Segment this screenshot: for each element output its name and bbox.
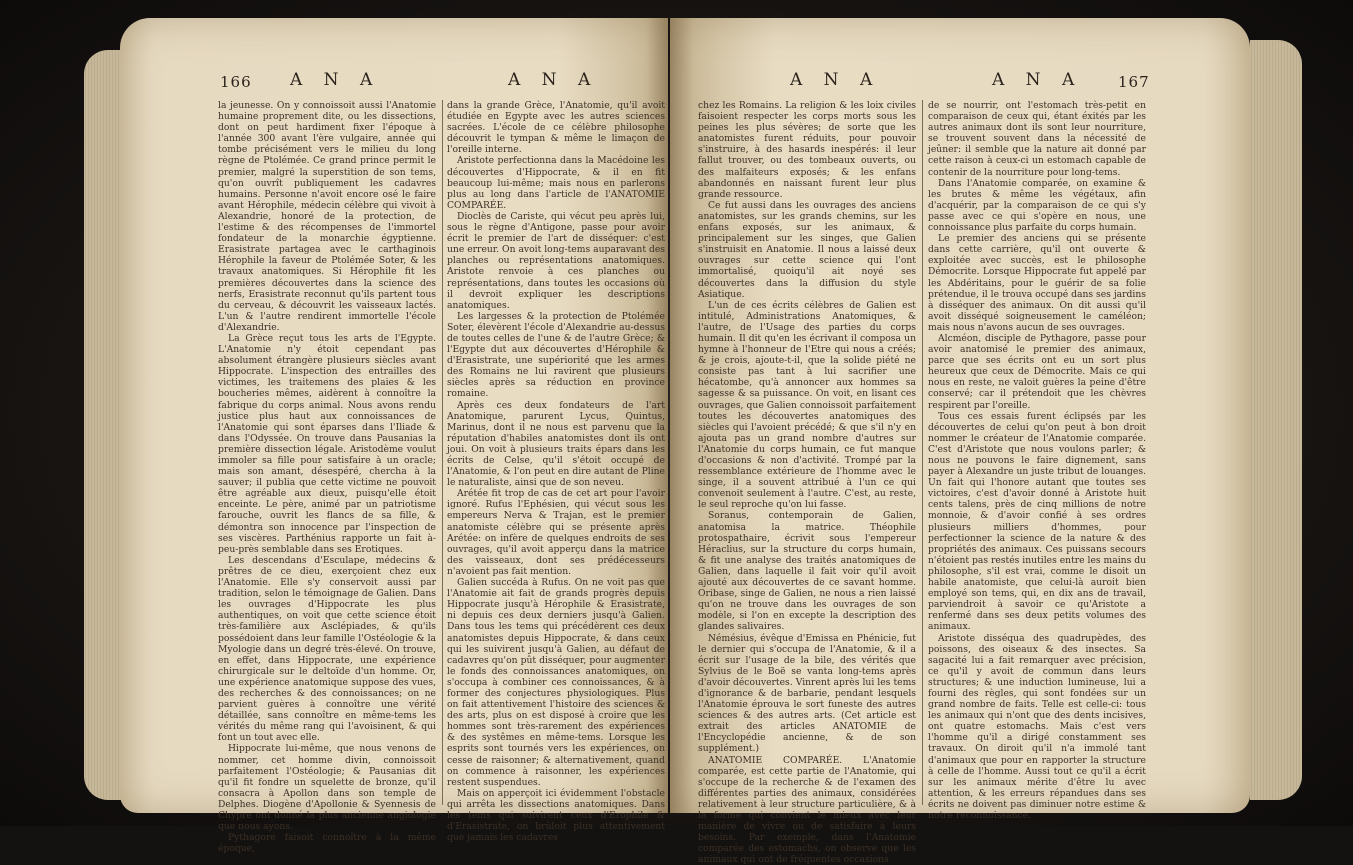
paragraph: Le premier des anciens qui se présente dans cette carrière, qu'il ont ouverte & exploitée avec succès, est le philosophe Démocrite. Lorsque Hippocrate fut appelé par les Abdéritains, pour le guérir de sa folie prétendue, il le trouva occupé dans ses jardins à disséquer des animaux. On dit aussi qu'il avoit disséqué soigneusement le caméléon; mais nous n'avons aucun de ses ouvrages. [928,233,1146,333]
left-page-header [120,70,668,92]
right-page-column-1 [698,100,916,865]
paragraph: dans la grande Grèce, l'Anatomie, qu'il avoit étudiée en Egypte avec les autres sciences sacrées. L'école de ce célèbre philosophe découvrit le tympan & même le limaçon de l'oreille interne. [447,100,665,156]
paragraph: Ce fut aussi dans les ouvrages des anciens anatomistes, sur les grands chemins, sur les enfans exposés, sur les animaux, & principalement sur les singes, que Galien s'instruisit en Anatomie. Il nous a laissé deux ouvrages sur cette science qui l'ont immortalisé, quoiqu'il ait noyé ses découvertes dans la diffusion du style Asiatique. [698,199,916,300]
paragraph: Aristote perfectionna dans la Macédoine les découvertes d'Hippocrate, & il en fit beaucoup lui-même; mais nous en parlerons plus au long dans l'article de l'ANATOMIE COMPARÉE. [447,155,665,211]
paragraph: Pythagore faisoit connoître à la même époque, [218,832,436,855]
paragraph: Mais on apperçoit ici évidemment l'obstacle qui arrêta les dissections anatomiques. Dans les tems qui suivirent ceux d'Erophile & d'Erasistrate, on brûloit plus attentivement que jamais les cadavres [447,787,665,844]
left-running-head-1: A N A [290,70,381,90]
paragraph: de se nourrir, ont l'estomach très-petit en comparaison de ceux qui, étant éxités par les autres animaux dont ils sont leur nourriture, se trouvent souvent dans la nécessité de jeûner: il semble que la nature ait donné par cette raison à ceux-ci un estomach capable de contenir de la nourriture pour long-tems. [928,100,1146,178]
paragraph: la jeunesse. On y connoissoit aussi l'Anatomie humaine proprement dite, ou les dissections, dont on peut hardiment fixer l'époque à l'année 300 avant l'ère vulgaire, année qui tombe précisément vers le milieu du long règne de Ptolémée. Ce grand prince permit le premier, malgré la superstition de son tems, qu'on ouvrît publiquement les cadavres humains. Personne n'avoit encore osé le faire avant Hérophile, médecin célèbre qui vivoit à Alexandrie, honoré de la protection, de l'estime & des récompenses de l'immortel fondateur de la monarchie égyptienne. Erasistrate partagea avec le carthaginois Hérophile la faveur de Ptolémée Soter, & les travaux anatomiques. Si Hérophile fit les premières découvertes dans la science des nerfs, Erasistrate reconnut qu'ils partent tous du cerveau, & découvrit les vaisseaux lactés. L'un & l'autre rendirent immortelle l'école d'Alexandrie. [218,100,436,333]
paragraph: Dans l'Anatomie comparée, on examine & les brutes & même les végétaux, afin d'acquérir, par la comparaison de ce qui s'y passe avec ce qui s'opère en nous, une connoissance plus parfaite du corps humain. [928,177,1146,234]
paragraph: Némésius, évêque d'Emissa en Phénicie, fut le dernier qui s'occupa de l'Anatomie, & il a écrit sur l'usage de la bile, des vérités que Sylvius de le Boë se vanta long-tems après d'avoir découvertes. Vinrent après lui les tems d'ignorance & de barbarie, pendant lesquels l'Anatomie éprouva le sort funeste des autres sciences & des autres arts. (Cet article est extrait des articles ANATOMIE de l'Encyclopédie ancienne, & de son supplément.) [698,632,916,755]
paragraph: Alcméon, disciple de Pythagore, passe pour avoir anatomisé le premier des animaux, parce que ses écrits ont eu un sort plus heureux que ceux de Démocrite. Mais ce qui nous en reste, ne valoit guères la peine d'être conservé; car il prétendoit que les chèvres respirent par l'oreille. [928,332,1146,411]
paragraph: Les largesses & la protection de Ptolémée Soter, élevèrent l'école d'Alexandrie au-dessus de toutes celles de l'une & de l'autre Grèce; & l'Egypte dut aux découvertes d'Hérophile & d'Erasistrate, une supériorité que les armes des Romains ne lui ravirent que plusieurs siècles après sa réduction en province romaine. [447,310,665,400]
left-column-rule [442,100,443,805]
paragraph: L'un de ces écrits célèbres de Galien est intitulé, Administrations Anatomiques, & l'autre, de l'Usage des parties du corps humain. Il dit qu'en les écrivant il composa un hymne à l'honneur de l'Etre qui nous a créés; & je crois, ajoute-t-il, que la solide piété ne consiste pas tant à lui sacrifier une hécatombe, qu'à annoncer aux hommes sa sagesse & sa puissance. On voit, en lisant ces ouvrages, que Galien connoissoit parfaitement toutes les découvertes anatomiques des siècles qui l'avoient précédé; & que s'il n'y en ajouta pas un grand nombre d'autres sur l'Anatomie du corps humain, ce fut manque d'occasions & non d'activité. Trompé par la ressemblance extérieure de l'homme avec le singe, il a souvent attribué à l'un ce qui convenoit seulement à l'autre. C'est, au reste, le seul reproche qu'on lui fasse. [698,299,916,511]
paragraph: chez les Romains. La religion & les loix civiles faisoient respecter les corps morts sous les peines les plus sévères; de sorte que les anatomistes furent réduits, pour pouvoir s'instruire, à des hasards inespérés: il leur fallut trouver, ou des tombeaux ouverts, ou des malfaiteurs exposés; & les enfans abandonnés en naissant furent leur plus grande ressource. [698,100,916,200]
left-page [120,18,668,855]
paragraph: Dioclès de Cariste, qui vécut peu après lui, sous le règne d'Antigone, passe pour avoir écrit le premier de l'art de disséquer: c'est une erreur. On avoit long-tems auparavant des planches ou représentations anatomiques. Aristote renvoie à ces planches ou représentations, dans toutes les occasions où il devroit expliquer les descriptions anatomiques. [447,210,665,311]
right-running-head-1: A N A [790,70,881,90]
paragraph: Aristote disséqua des quadrupèdes, des poissons, des oiseaux & des insectes. Sa sagacité lui a fait remarquer avec précision, ce qu'il y avoit de commun dans leurs structures; & une induction lumineuse, lui a fourni des règles, qui sont fondées sur un grand nombre de faits. Telle est celle-ci: tous les animaux qui n'ont que des dents incisives, ont quatre estomachs. Mais c'est vers l'homme qu'il a dirigé constamment ses travaux. On diroit qu'il n'a immolé tant d'animaux que pour en rapporter la structure à celle de l'homme. Aussi tout ce qu'il a écrit sur les animaux mérite d'être lu avec attention, & les erreurs répandues dans ses écrits ne doivent pas diminuer notre estime & notre reconnoissance. [928,632,1146,821]
paragraph: La Grèce reçut tous les arts de l'Egypte. L'Anatomie n'y étoit cependant pas absolument étrangère plusieurs siècles avant Hippocrate. L'inspection des entrailles des victimes, les traitemens des plaies & les boucheries mêmes, aidèrent à connoître la fabrique du corps animal. Nous avons rendu justice plus haut aux connoissances de l'Anatomie qui sont éparses dans l'Iliade & dans l'Odyssée. On trouve dans Pausanias la première dissection légale. Aristodème voulut immoler sa fille pour satisfaire à un oracle; mais son amant, désespéré, chercha à la sauver; il publia que cette victime ne pouvoit être agréable aux dieux, puisqu'elle étoit enceinte. Le père, animé par un patriotisme farouche, ouvrit les flancs de sa fille, & démontra son innocence par l'inspection de ses viscères. Parthénius rapporte un fait à-peu-près semblable dans ses Erotiques. [218,332,436,555]
right-page-number: 167 [1118,73,1150,91]
paragraph: Après ces deux fondateurs de l'art Anatomique, parurent Lycus, Quintus, Marinus, dont il ne nous est parvenu que la réputation d'habiles anatomistes dont ils ont joui. On voit à plusieurs traits épars dans les écrits de Celse, qu'il s'étoit occupé de l'Anatomie, & l'on peut en dire autant de Pline le naturaliste, ainsi que de son neveu. [447,399,665,489]
right-page-edges [1250,40,1302,800]
paragraph: Les descendans d'Esculape, médecins & prêtres de ce dieu, exerçoient chez eux l'Anatomie. Elle s'y conservoit aussi par tradition, selon le témoignage de Galien. Dans les ouvrages d'Hippocrate les plus authentiques, on voit que cette science étoit très-familière aux Asclépiades, & qu'ils possédoient dans leur famille l'Ostéologie & la Myologie dans un degré très-élevé. On trouve, en effet, dans Hippocrate, une expérience chirurgicale sur le deltoïde d'un homme. Or, une expérience anatomique suppose des vues, des recherches & des connoissances; on ne parvient guères à connoître une vérité détaillée, sans connoître en même-tems les vérités du même rang qui l'avoisinent, & qui font un tout avec elle. [218,554,436,744]
left-page-column-2 [447,100,665,844]
left-running-head-2: A N A [508,70,599,90]
paragraph: Galien succéda à Rufus. On ne voit pas que l'Anatomie ait fait de grands progrès depuis Hippocrate jusqu'à Hérophile & Erasistrate, ni depuis ces deux derniers jusqu'à Galien. Dans tous les tems qui précédèrent ces deux anatomistes depuis Hippocrate, & dans ceux qui les suivirent jusqu'à Galien, au défaut de cadavres qu'on pût disséquer, pour augmenter le fonds des connoissances anatomiques, on s'occupa à combiner ces connoissances, & à former des conjectures physiologiques. Plus on fait attentivement l'histoire des sciences & des arts, plus on est disposé à croire que les hommes sont très-rarement des expériences & des systêmes en même-tems. Lorsque les esprits sont tournés vers les expériences, on cesse de raisonner; & alternativement, quand on commence à raisonner, les expériences restent suspendues. [447,577,665,788]
paragraph: Arétée fit trop de cas de cet art pour l'avoir ignoré. Rufus l'Ephésien, qui vécut sous les empereurs Nerva & Trajan, est le premier anatomiste célèbre qui se présente après Arétée: on infère de quelques endroits de ses ouvrages, qu'il avoit apperçu dans la matrice des vaisseaux, dont ses prédécesseurs n'avoient pas fait mention. [447,488,665,577]
right-page-header [670,70,1250,92]
left-page-column-1 [218,100,436,855]
left-page-number: 166 [220,73,252,91]
right-page [670,18,1250,865]
right-column-rule [922,100,923,805]
right-page-column-2 [928,100,1147,821]
right-running-head-2: A N A [992,70,1083,90]
paragraph: Soranus, contemporain de Galien, anatomisa la matrice. Théophile protospathaire, écrivit sous l'empereur Héraclius, sur la structure du corps humain, & fit une analyse des traités anatomiques de Galien, dans laquelle il fait voir qu'il avoit ajouté aux découvertes de ce savant homme. Oribase, singe de Galien, ne nous a rien laissé qu'on ne trouve dans les ouvrages de son modèle, si l'on en excepte la description des glandes salivaires. [698,510,916,633]
paragraph: Hippocrate lui-même, que nous venons de nommer, cet homme divin, connoissoit parfaitement l'Ostéologie; & Pausanias dit qu'il fit fondre un squelette de bronze, qu'il consacra à Apollon dans son temple de Delphes. Diogène d'Apollonie & Syennesis de Chypre ont donné la plus ancienne angiologie que nous ayons. [218,743,436,833]
left-page-edges [84,50,124,800]
paragraph: ANATOMIE COMPARÉE. L'Anatomie comparée, est cette partie de l'Anatomie, qui s'occupe de la recherche & de l'examen des différentes parties des animaux, considérées relativement à leur structure particulière, & à la forme qui convient le mieux avec leur manière de vivre ou de satisfaire à leurs besoins. Par exemple, dans l'Anatomie comparée des estomachs, on observe que les animaux qui ont de fréquentes occasions [698,754,916,865]
paragraph: Tous ces essais furent éclipsés par les découvertes de celui qu'on peut à bon droit nommer le créateur de l'Anatomie comparée. C'est d'Aristote que nous voulons parler; & nous ne pouvons le faire dignement, sans payer à Alexandre un juste tribut de louanges. Un fait qui l'honore autant que toutes ses victoires, c'est d'avoir donné à Aristote huit cents talens, près de cinq millions de notre monnoie, & d'avoir confié à ses ordres plusieurs milliers d'hommes, pour perfectionner la science de la nature & des propriétés des animaux. Ces puissans secours n'étoient pas restés inutiles entre les mains du philosophe, s'il est vrai, comme le disoit un habile anatomiste, que celui-là auroit bien employé son tems, qui, en dix ans de travail, parviendroit à savoir ce qu'Aristote a renfermé dans ses deux petits volumes des animaux. [928,410,1147,633]
